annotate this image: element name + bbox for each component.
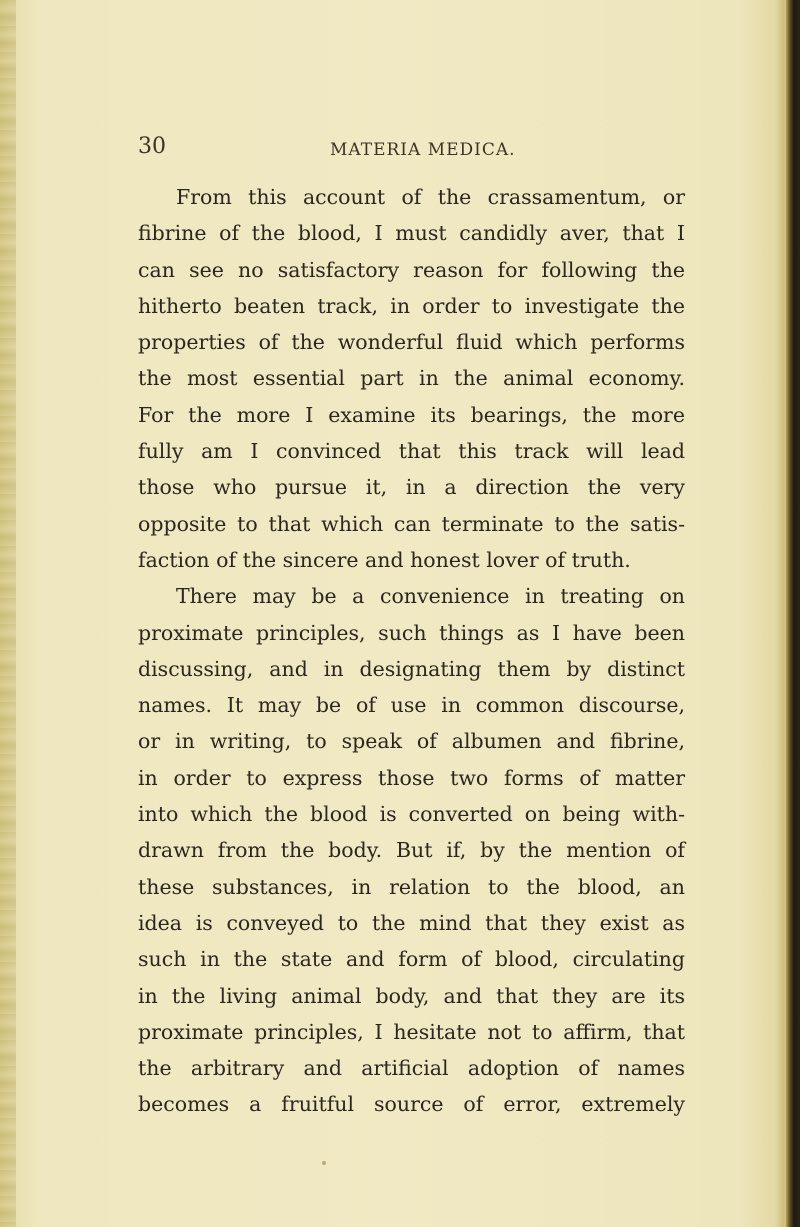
- text-line: can see no satisfactory reason for following the: [138, 257, 685, 282]
- text-line: in the living animal body, and that they are its: [138, 983, 685, 1008]
- text-line: There may be a convenience in treating on: [176, 584, 685, 609]
- text-line: faction of the sincere and honest lover of truth.: [138, 547, 631, 572]
- running-head: MATERIA MEDICA.: [330, 140, 516, 160]
- text-line: becomes a fruitful source of error, extremely: [138, 1092, 685, 1117]
- text-line: proximate principles, I hesitate not to affirm, that: [138, 1019, 685, 1044]
- page-number: 30: [138, 134, 166, 159]
- text-line: such in the state and form of blood, circulating: [138, 947, 685, 972]
- text-line: proximate principles, such things as I have been: [138, 620, 685, 645]
- text-line: fully am I convinced that this track will lead: [138, 439, 685, 464]
- page-left-edge-stain: [0, 0, 16, 1227]
- text-line: the arbitrary and artificial adoption of names: [138, 1056, 685, 1081]
- text-line: discussing, and in designating them by distinct: [138, 656, 685, 681]
- text-line: For the more I examine its bearings, the more: [138, 402, 685, 427]
- book-binding-edge: [786, 0, 800, 1227]
- page-header: [0, 116, 800, 176]
- text-line: names. It may be of use in common discourse,: [138, 693, 685, 718]
- text-line: hitherto beaten track, in order to investigate the: [138, 293, 685, 318]
- text-line: idea is conveyed to the mind that they exist as: [138, 910, 685, 935]
- text-line: fibrine of the blood, I must candidly aver, that I: [138, 221, 685, 246]
- text-line: in order to express those two forms of matter: [138, 765, 685, 790]
- text-line: drawn from the body. But if, by the mention of: [138, 838, 685, 863]
- text-line: these substances, in relation to the blood, an: [138, 874, 685, 899]
- paper-speck: [322, 1161, 326, 1165]
- text-line: or in writing, to speak of albumen and fibrine,: [138, 729, 685, 754]
- text-line: into which the blood is converted on being with-: [138, 802, 685, 827]
- text-line: opposite to that which can terminate to the satis-: [138, 511, 685, 536]
- body-text: [138, 179, 685, 1123]
- text-line: those who pursue it, in a direction the very: [138, 475, 685, 500]
- text-line: the most essential part in the animal economy.: [138, 366, 685, 391]
- text-line: From this account of the crassamentum, or: [176, 185, 685, 209]
- text-line: properties of the wonderful fluid which performs: [138, 330, 685, 355]
